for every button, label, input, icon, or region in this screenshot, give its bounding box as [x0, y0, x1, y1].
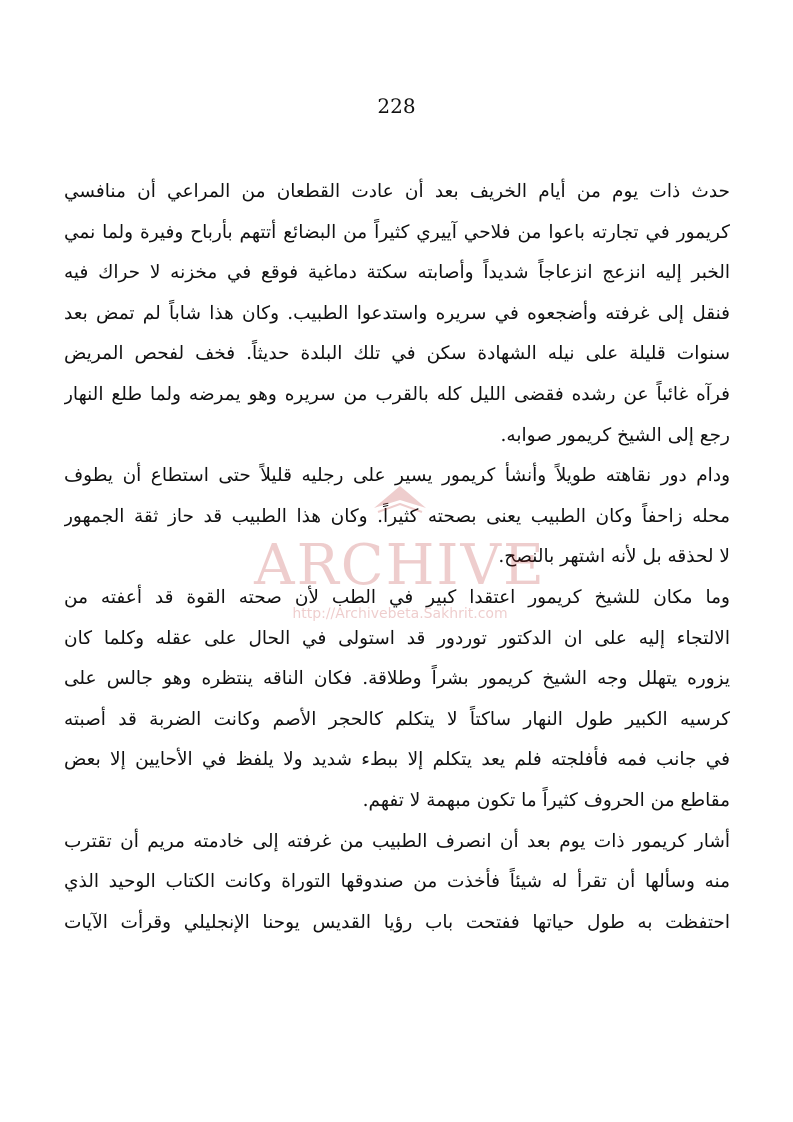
- text-line: حدث ذات يوم من أيام الخريف بعد أن عادت القطعان من المراعي أن منافسي: [64, 181, 730, 202]
- body-text: [64, 172, 730, 943]
- text-line: كرسيه الكبير طول النهار ساكتاً لا يتكلم كالحجر الأصم وكانت الضربة قد أصبته: [64, 708, 730, 730]
- text-line: ودام دور نقاهته طويلاً وأنشأ كريمور يسير على رجليه قليلاً حتى استطاع أن يطوف: [64, 465, 730, 487]
- text-line: مقاطع من الحروف كثيراً ما تكون مبهمة لا تفهم.: [362, 789, 730, 811]
- watermark-url: http://Archivebeta.Sakhrit.com: [292, 606, 508, 622]
- text-line: فنقل إلى غرفته وأضجعوه في سريره واستدعوا الطبيب. وكان هذا شاباً لم تمض بعد: [64, 302, 730, 324]
- text-line: يزوره يتهلل وجه الشيخ كريمور بشراً وطلاقة. فكان الناقه ينتظره وهو جالس على: [64, 668, 730, 690]
- text-line: منه وسألها أن تقرأ له شيئاً فأخذت من صندوقها التوراة وكانت الكتاب الوحيد الذي: [64, 871, 730, 893]
- text-line: فرآه غائباً عن رشده فقضى الليل كله بالقرب من سريره وهو يمرضه ولما طلع النهار: [64, 383, 730, 405]
- text-line: احتفظت به طول حياتها ففتحت باب رؤيا القديس يوحنا الإنجليلي وقرأت الآيات: [64, 911, 730, 933]
- text-line: سنوات قليلة على نيله الشهادة سكن في تلك البلدة حديثاً. فخف لفحص المريض: [64, 343, 730, 365]
- text-line: وما مكان للشيخ كريمور اعتقدا كبير في الطب لأن صحته القوة قد أعفته من: [64, 586, 730, 608]
- text-line: أشار كريمور ذات يوم بعد أن انصرف الطبيب من غرفته إلى خادمته مريم أن تقترب: [64, 830, 730, 852]
- text-line: الالتجاء إليه على ان الدكتور توردور قد استولى في الحال على عقله وكلما كان: [64, 627, 730, 649]
- text-line: كريمور في تجارته باعوا من فلاحي آييري كثيراً من البضائع أتتهم بأرباح وفيرة ولما نمي: [64, 221, 730, 243]
- text-line: لا لحذقه بل لأنه اشتهر بالنصح.: [498, 546, 730, 568]
- text-line: رجع إلى الشيخ كريمور صوابه.: [500, 424, 730, 446]
- text-line: محله زاحفاً وكان الطبيب يعنى بصحته كثيراً. وكان هذا الطبيب قد حاز ثقة الجمهور: [64, 505, 730, 527]
- watermark-title: ARCHIVE: [254, 533, 546, 598]
- text-line: الخبر إليه انزعج انزعاجاً شديداً وأصابته سكتة دماغية فوقع في مخزنه لا حراك فيه: [64, 262, 730, 284]
- text-line: في جانب فمه فأفلجته فلم يعد يتكلم إلا ببطء شديد ولا يلفظ في الأحايين إلا بعض: [64, 749, 730, 771]
- page-number: 228: [377, 94, 416, 118]
